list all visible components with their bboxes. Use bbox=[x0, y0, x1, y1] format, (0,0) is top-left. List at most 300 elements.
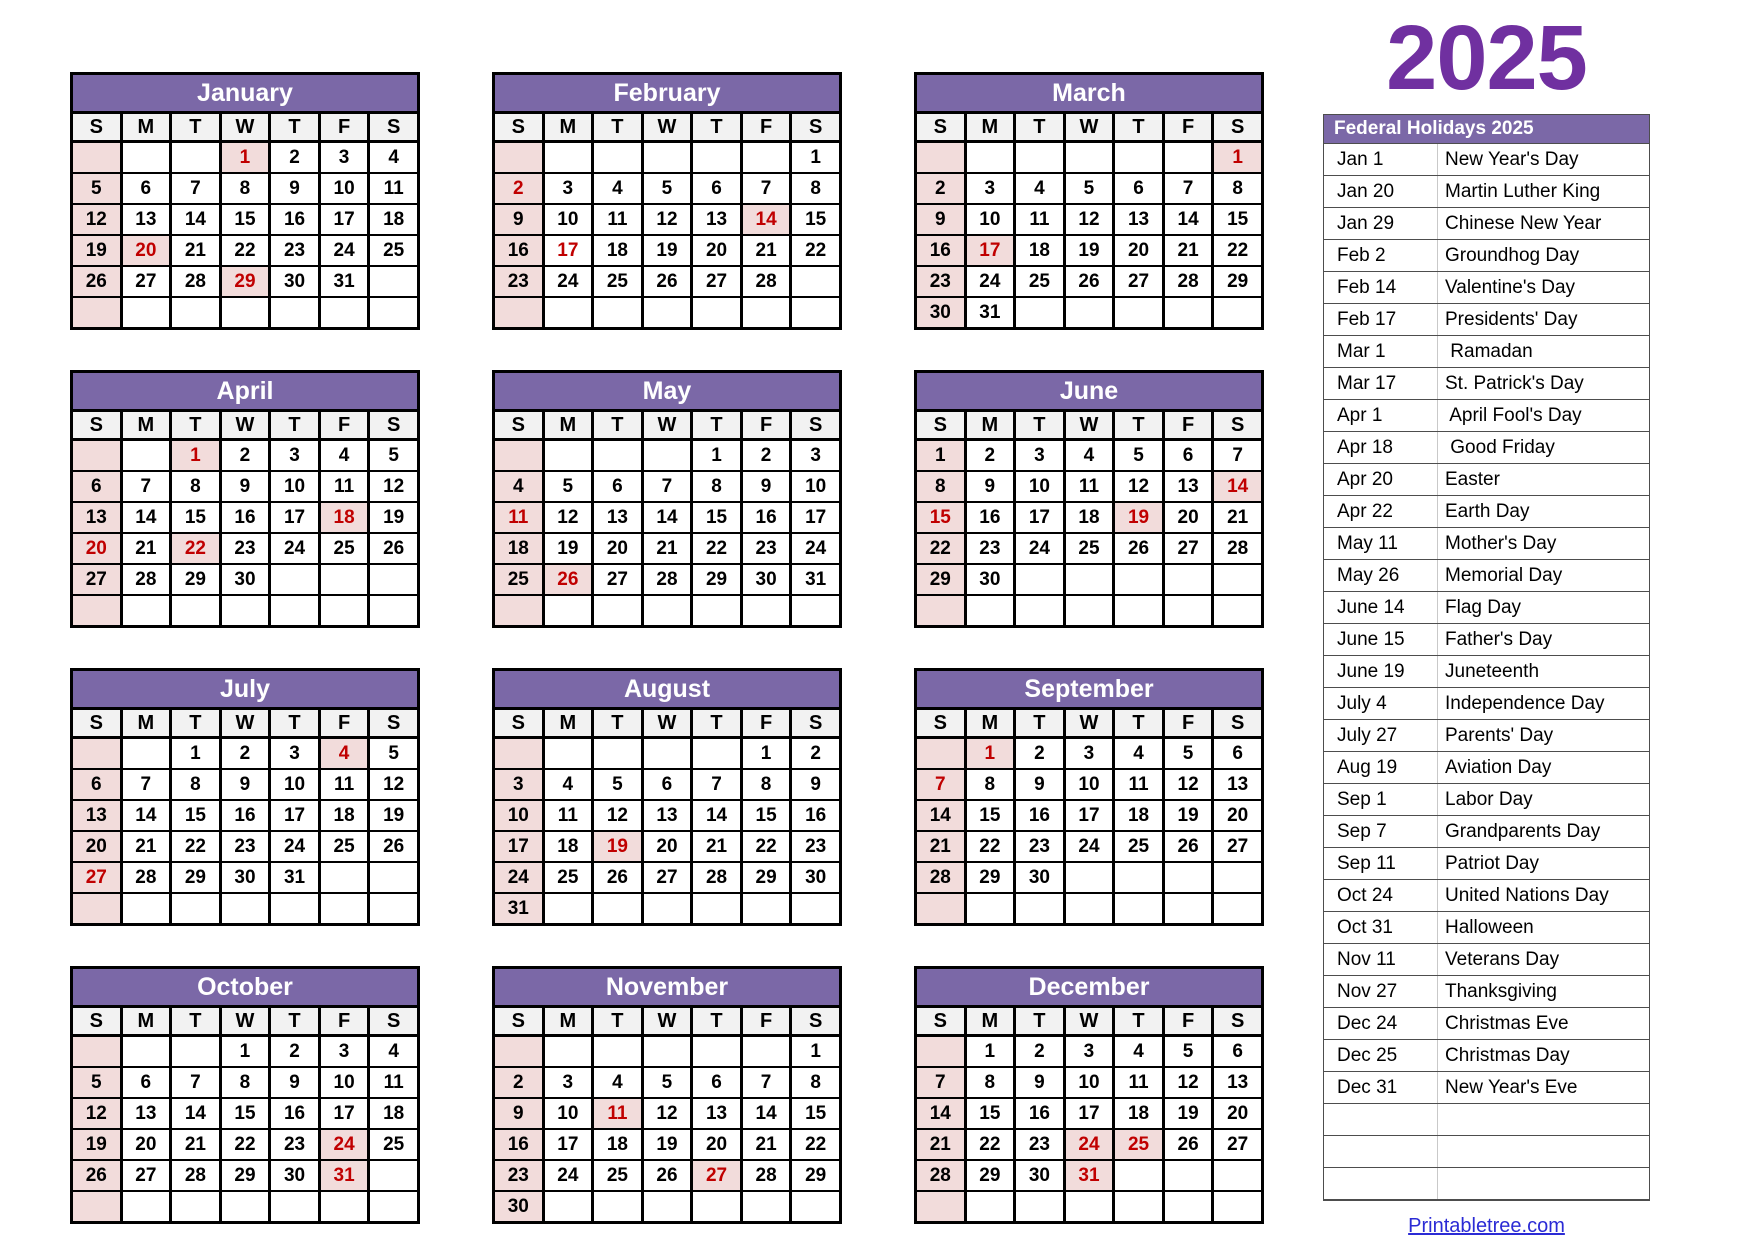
month-september bbox=[914, 668, 1264, 926]
holiday-row bbox=[1324, 399, 1649, 431]
day-cell: 12 bbox=[642, 204, 692, 235]
empty-cell bbox=[369, 595, 419, 627]
day-cell: 10 bbox=[791, 471, 841, 502]
day-header: F bbox=[1163, 113, 1213, 142]
day-cell: 14 bbox=[121, 502, 171, 533]
day-cell: 12 bbox=[1114, 471, 1164, 502]
holiday-row bbox=[1324, 847, 1649, 879]
week-row bbox=[494, 769, 841, 800]
day-header: W bbox=[642, 1007, 692, 1036]
day-cell: 31 bbox=[965, 297, 1015, 329]
day-cell: 11 bbox=[369, 173, 419, 204]
day-cell: 10 bbox=[494, 800, 544, 831]
day-header: T bbox=[171, 411, 221, 440]
day-header: T bbox=[270, 411, 320, 440]
week-row bbox=[916, 862, 1263, 893]
empty-cell bbox=[494, 297, 544, 329]
week-row bbox=[916, 595, 1263, 627]
day-header: W bbox=[642, 411, 692, 440]
day-cell: 10 bbox=[319, 1067, 369, 1098]
empty-cell bbox=[72, 297, 122, 329]
empty-cell bbox=[1064, 297, 1114, 329]
holiday-name bbox=[1438, 1104, 1649, 1135]
day-header: T bbox=[171, 709, 221, 738]
day-cell: 28 bbox=[642, 564, 692, 595]
month-title: December bbox=[916, 968, 1263, 1007]
empty-cell bbox=[692, 142, 742, 174]
day-cell: 7 bbox=[741, 1067, 791, 1098]
day-cell: 29 bbox=[220, 1160, 270, 1191]
empty-cell bbox=[642, 440, 692, 472]
day-cell: 5 bbox=[369, 440, 419, 472]
empty-cell bbox=[1064, 564, 1114, 595]
footer-link[interactable]: Printabletree.com bbox=[1408, 1215, 1565, 1237]
empty-cell bbox=[72, 595, 122, 627]
week-row bbox=[494, 297, 841, 329]
day-header: T bbox=[692, 1007, 742, 1036]
week-row bbox=[72, 440, 419, 472]
day-cell: 2 bbox=[791, 738, 841, 770]
day-cell: 18 bbox=[543, 831, 593, 862]
day-cell: 9 bbox=[220, 471, 270, 502]
day-cell: 2 bbox=[494, 1067, 544, 1098]
day-cell: 9 bbox=[916, 204, 966, 235]
empty-cell bbox=[593, 440, 643, 472]
day-header: S bbox=[1213, 709, 1263, 738]
day-cell: 3 bbox=[319, 1036, 369, 1068]
day-cell: 17 bbox=[494, 831, 544, 862]
week-row bbox=[72, 564, 419, 595]
empty-cell bbox=[171, 893, 221, 925]
week-row bbox=[494, 1067, 841, 1098]
day-cell: 5 bbox=[1163, 738, 1213, 770]
day-header: F bbox=[1163, 1007, 1213, 1036]
day-cell: 27 bbox=[593, 564, 643, 595]
day-cell: 23 bbox=[220, 533, 270, 564]
day-cell: 21 bbox=[916, 1129, 966, 1160]
holiday-name: Labor Day bbox=[1445, 788, 1533, 810]
holiday-row bbox=[1324, 943, 1649, 975]
day-cell: 19 bbox=[1163, 800, 1213, 831]
day-cell: 21 bbox=[642, 533, 692, 564]
day-cell: 22 bbox=[692, 533, 742, 564]
holiday-row bbox=[1324, 815, 1649, 847]
day-header: F bbox=[319, 1007, 369, 1036]
day-cell: 16 bbox=[741, 502, 791, 533]
day-header: M bbox=[121, 411, 171, 440]
day-cell: 5 bbox=[1163, 1036, 1213, 1068]
day-cell: 17 bbox=[1064, 800, 1114, 831]
day-cell: 28 bbox=[692, 862, 742, 893]
empty-cell bbox=[72, 142, 122, 174]
day-header: F bbox=[741, 1007, 791, 1036]
empty-cell bbox=[494, 440, 544, 472]
day-cell: 4 bbox=[1064, 440, 1114, 472]
empty-cell bbox=[642, 1036, 692, 1068]
day-cell: 6 bbox=[1163, 440, 1213, 472]
empty-cell bbox=[319, 893, 369, 925]
day-cell: 26 bbox=[1163, 1129, 1213, 1160]
day-cell: 11 bbox=[1114, 1067, 1164, 1098]
day-cell: 15 bbox=[791, 204, 841, 235]
day-header: W bbox=[1064, 411, 1114, 440]
empty-cell bbox=[1163, 1191, 1213, 1223]
day-cell: 31 bbox=[319, 1160, 369, 1191]
day-header: S bbox=[791, 411, 841, 440]
day-cell: 22 bbox=[220, 235, 270, 266]
day-cell: 14 bbox=[1213, 471, 1263, 502]
day-cell: 2 bbox=[270, 142, 320, 174]
week-row bbox=[72, 502, 419, 533]
day-cell: 19 bbox=[369, 502, 419, 533]
day-cell: 30 bbox=[270, 266, 320, 297]
holiday-date: June 19 bbox=[1324, 656, 1438, 687]
holiday-row bbox=[1324, 1167, 1649, 1199]
week-row bbox=[494, 595, 841, 627]
holiday-row bbox=[1324, 463, 1649, 495]
holiday-date: Dec 25 bbox=[1324, 1040, 1438, 1071]
day-cell: 2 bbox=[220, 738, 270, 770]
day-header: S bbox=[791, 1007, 841, 1036]
empty-cell bbox=[593, 1191, 643, 1223]
holiday-row bbox=[1324, 559, 1649, 591]
empty-cell bbox=[220, 1191, 270, 1223]
day-cell: 6 bbox=[642, 769, 692, 800]
day-cell: 18 bbox=[593, 235, 643, 266]
day-header: M bbox=[543, 1007, 593, 1036]
day-cell: 20 bbox=[1114, 235, 1164, 266]
day-cell: 1 bbox=[171, 738, 221, 770]
day-cell: 13 bbox=[121, 204, 171, 235]
empty-cell bbox=[1114, 595, 1164, 627]
holiday-date: Feb 17 bbox=[1324, 304, 1438, 335]
holiday-date bbox=[1324, 1168, 1438, 1199]
day-cell: 25 bbox=[1015, 266, 1065, 297]
empty-cell bbox=[72, 1036, 122, 1068]
day-cell: 27 bbox=[121, 1160, 171, 1191]
empty-cell bbox=[1114, 893, 1164, 925]
day-cell: 24 bbox=[965, 266, 1015, 297]
holiday-row bbox=[1324, 207, 1649, 239]
day-cell: 28 bbox=[916, 1160, 966, 1191]
empty-cell bbox=[1163, 595, 1213, 627]
holiday-row bbox=[1324, 783, 1649, 815]
day-cell: 20 bbox=[692, 235, 742, 266]
months-grid bbox=[70, 72, 1264, 1224]
day-cell: 25 bbox=[369, 1129, 419, 1160]
day-cell: 24 bbox=[1064, 1129, 1114, 1160]
week-row bbox=[916, 893, 1263, 925]
day-cell: 26 bbox=[1114, 533, 1164, 564]
day-header: W bbox=[220, 113, 270, 142]
day-header: T bbox=[1114, 709, 1164, 738]
day-cell: 22 bbox=[965, 831, 1015, 862]
empty-cell bbox=[543, 297, 593, 329]
day-cell: 29 bbox=[791, 1160, 841, 1191]
day-header: M bbox=[121, 113, 171, 142]
holiday-name: Chinese New Year bbox=[1445, 212, 1602, 234]
day-cell: 24 bbox=[543, 266, 593, 297]
day-cell: 12 bbox=[642, 1098, 692, 1129]
day-cell: 10 bbox=[1064, 1067, 1114, 1098]
week-row bbox=[494, 862, 841, 893]
day-cell: 17 bbox=[965, 235, 1015, 266]
day-cell: 31 bbox=[1064, 1160, 1114, 1191]
empty-cell bbox=[593, 297, 643, 329]
day-cell: 8 bbox=[1213, 173, 1263, 204]
day-cell: 26 bbox=[72, 266, 122, 297]
week-row bbox=[916, 769, 1263, 800]
day-cell: 2 bbox=[965, 440, 1015, 472]
day-cell: 4 bbox=[1114, 738, 1164, 770]
empty-cell bbox=[916, 142, 966, 174]
empty-cell bbox=[369, 266, 419, 297]
empty-cell bbox=[1163, 1160, 1213, 1191]
empty-cell bbox=[1064, 142, 1114, 174]
day-cell: 20 bbox=[642, 831, 692, 862]
holiday-name: United Nations Day bbox=[1445, 884, 1609, 906]
day-cell: 30 bbox=[741, 564, 791, 595]
year-title: 2025 bbox=[1386, 7, 1587, 109]
empty-cell bbox=[1114, 862, 1164, 893]
holiday-date: May 26 bbox=[1324, 560, 1438, 591]
day-cell: 10 bbox=[270, 769, 320, 800]
empty-cell bbox=[642, 893, 692, 925]
day-cell: 21 bbox=[692, 831, 742, 862]
day-header: S bbox=[369, 113, 419, 142]
week-row bbox=[72, 173, 419, 204]
day-cell: 16 bbox=[270, 204, 320, 235]
day-cell: 30 bbox=[916, 297, 966, 329]
empty-cell bbox=[1064, 595, 1114, 627]
holiday-name: Earth Day bbox=[1445, 500, 1530, 522]
holiday-name: Mother's Day bbox=[1445, 532, 1557, 554]
empty-cell bbox=[1064, 1191, 1114, 1223]
day-header: T bbox=[593, 1007, 643, 1036]
day-cell: 26 bbox=[593, 862, 643, 893]
day-cell: 13 bbox=[72, 502, 122, 533]
day-cell: 8 bbox=[741, 769, 791, 800]
day-cell: 24 bbox=[319, 235, 369, 266]
day-cell: 29 bbox=[220, 266, 270, 297]
day-cell: 22 bbox=[791, 1129, 841, 1160]
empty-cell bbox=[543, 595, 593, 627]
day-cell: 14 bbox=[741, 1098, 791, 1129]
holiday-row bbox=[1324, 591, 1649, 623]
day-header: W bbox=[1064, 113, 1114, 142]
week-row bbox=[494, 831, 841, 862]
day-cell: 23 bbox=[1015, 1129, 1065, 1160]
day-header: F bbox=[319, 113, 369, 142]
day-cell: 24 bbox=[270, 533, 320, 564]
empty-cell bbox=[319, 564, 369, 595]
holiday-name: April Fool's Day bbox=[1445, 404, 1582, 426]
empty-cell bbox=[319, 1191, 369, 1223]
day-cell: 12 bbox=[1163, 1067, 1213, 1098]
day-cell: 6 bbox=[1114, 173, 1164, 204]
month-title: November bbox=[494, 968, 841, 1007]
day-cell: 8 bbox=[791, 1067, 841, 1098]
day-cell: 22 bbox=[965, 1129, 1015, 1160]
day-cell: 6 bbox=[593, 471, 643, 502]
day-cell: 25 bbox=[369, 235, 419, 266]
day-cell: 25 bbox=[319, 831, 369, 862]
day-cell: 5 bbox=[593, 769, 643, 800]
empty-cell bbox=[642, 1191, 692, 1223]
day-cell: 29 bbox=[916, 564, 966, 595]
empty-cell bbox=[1114, 1191, 1164, 1223]
month-january bbox=[70, 72, 420, 330]
holiday-date: Nov 11 bbox=[1324, 944, 1438, 975]
empty-cell bbox=[72, 1191, 122, 1223]
day-cell: 25 bbox=[319, 533, 369, 564]
day-cell: 1 bbox=[1213, 142, 1263, 174]
day-cell: 20 bbox=[593, 533, 643, 564]
day-cell: 8 bbox=[692, 471, 742, 502]
day-cell: 14 bbox=[741, 204, 791, 235]
day-cell: 1 bbox=[741, 738, 791, 770]
holiday-date: Sep 7 bbox=[1324, 816, 1438, 847]
day-cell: 20 bbox=[72, 533, 122, 564]
day-cell: 14 bbox=[916, 1098, 966, 1129]
holiday-date: Aug 19 bbox=[1324, 752, 1438, 783]
day-header: T bbox=[171, 113, 221, 142]
empty-cell bbox=[1163, 142, 1213, 174]
holiday-date: Apr 1 bbox=[1324, 400, 1438, 431]
day-cell: 27 bbox=[692, 1160, 742, 1191]
empty-cell bbox=[741, 893, 791, 925]
empty-cell bbox=[791, 297, 841, 329]
day-header: S bbox=[791, 113, 841, 142]
week-row bbox=[916, 831, 1263, 862]
day-cell: 4 bbox=[319, 440, 369, 472]
day-cell: 19 bbox=[1163, 1098, 1213, 1129]
day-cell: 5 bbox=[369, 738, 419, 770]
day-cell: 26 bbox=[369, 831, 419, 862]
empty-cell bbox=[270, 564, 320, 595]
day-cell: 29 bbox=[741, 862, 791, 893]
day-header: S bbox=[916, 1007, 966, 1036]
day-cell: 5 bbox=[72, 173, 122, 204]
day-cell: 1 bbox=[965, 1036, 1015, 1068]
empty-cell bbox=[965, 1191, 1015, 1223]
day-cell: 10 bbox=[1015, 471, 1065, 502]
holiday-date: Dec 24 bbox=[1324, 1008, 1438, 1039]
empty-cell bbox=[1213, 1160, 1263, 1191]
day-cell: 21 bbox=[741, 235, 791, 266]
day-cell: 27 bbox=[1213, 831, 1263, 862]
day-cell: 9 bbox=[965, 471, 1015, 502]
day-cell: 4 bbox=[369, 1036, 419, 1068]
day-cell: 23 bbox=[270, 1129, 320, 1160]
holiday-row bbox=[1324, 431, 1649, 463]
day-cell: 28 bbox=[741, 266, 791, 297]
day-cell: 3 bbox=[791, 440, 841, 472]
holiday-date: Jan 29 bbox=[1324, 208, 1438, 239]
day-header: F bbox=[741, 709, 791, 738]
day-cell: 6 bbox=[121, 173, 171, 204]
empty-cell bbox=[270, 595, 320, 627]
month-title: February bbox=[494, 74, 841, 113]
day-cell: 12 bbox=[593, 800, 643, 831]
holiday-name: Memorial Day bbox=[1445, 564, 1563, 586]
empty-cell bbox=[319, 595, 369, 627]
holiday-date: Nov 27 bbox=[1324, 976, 1438, 1007]
holiday-row bbox=[1324, 1071, 1649, 1103]
day-cell: 27 bbox=[642, 862, 692, 893]
day-cell: 14 bbox=[642, 502, 692, 533]
empty-cell bbox=[1114, 564, 1164, 595]
day-cell: 9 bbox=[494, 204, 544, 235]
empty-cell bbox=[72, 893, 122, 925]
day-cell: 7 bbox=[1163, 173, 1213, 204]
day-cell: 25 bbox=[494, 564, 544, 595]
day-header: S bbox=[72, 411, 122, 440]
day-cell: 1 bbox=[692, 440, 742, 472]
holiday-name: Christmas Day bbox=[1445, 1044, 1570, 1066]
day-header: S bbox=[72, 1007, 122, 1036]
holiday-name: Independence Day bbox=[1445, 692, 1605, 714]
day-cell: 25 bbox=[1114, 1129, 1164, 1160]
day-cell: 30 bbox=[270, 1160, 320, 1191]
holiday-date: Mar 1 bbox=[1324, 336, 1438, 367]
day-cell: 6 bbox=[1213, 1036, 1263, 1068]
holiday-row bbox=[1324, 1007, 1649, 1039]
holiday-row bbox=[1324, 303, 1649, 335]
day-header: S bbox=[916, 709, 966, 738]
day-cell: 31 bbox=[791, 564, 841, 595]
day-cell: 30 bbox=[220, 862, 270, 893]
empty-cell bbox=[121, 440, 171, 472]
day-cell: 7 bbox=[121, 769, 171, 800]
week-row bbox=[916, 1160, 1263, 1191]
day-cell: 12 bbox=[543, 502, 593, 533]
day-cell: 13 bbox=[121, 1098, 171, 1129]
day-cell: 7 bbox=[642, 471, 692, 502]
empty-cell bbox=[72, 738, 122, 770]
day-cell: 28 bbox=[171, 1160, 221, 1191]
holiday-date: Sep 11 bbox=[1324, 848, 1438, 879]
month-title: June bbox=[916, 372, 1263, 411]
empty-cell bbox=[369, 1160, 419, 1191]
empty-cell bbox=[1163, 862, 1213, 893]
week-row bbox=[916, 1098, 1263, 1129]
day-header: M bbox=[965, 1007, 1015, 1036]
day-cell: 15 bbox=[791, 1098, 841, 1129]
day-cell: 13 bbox=[593, 502, 643, 533]
day-cell: 4 bbox=[369, 142, 419, 174]
day-cell: 2 bbox=[916, 173, 966, 204]
empty-cell bbox=[1163, 893, 1213, 925]
day-cell: 16 bbox=[1015, 1098, 1065, 1129]
week-row bbox=[916, 1191, 1263, 1223]
day-cell: 24 bbox=[1064, 831, 1114, 862]
day-cell: 13 bbox=[642, 800, 692, 831]
day-cell: 14 bbox=[692, 800, 742, 831]
day-cell: 25 bbox=[543, 862, 593, 893]
holiday-date bbox=[1324, 1104, 1438, 1135]
empty-cell bbox=[692, 893, 742, 925]
empty-cell bbox=[1163, 564, 1213, 595]
holiday-date: Jan 1 bbox=[1324, 144, 1438, 175]
day-header: F bbox=[1163, 411, 1213, 440]
empty-cell bbox=[593, 1036, 643, 1068]
day-cell: 9 bbox=[220, 769, 270, 800]
day-cell: 17 bbox=[270, 502, 320, 533]
day-cell: 2 bbox=[220, 440, 270, 472]
day-header: T bbox=[270, 1007, 320, 1036]
day-header: M bbox=[965, 709, 1015, 738]
